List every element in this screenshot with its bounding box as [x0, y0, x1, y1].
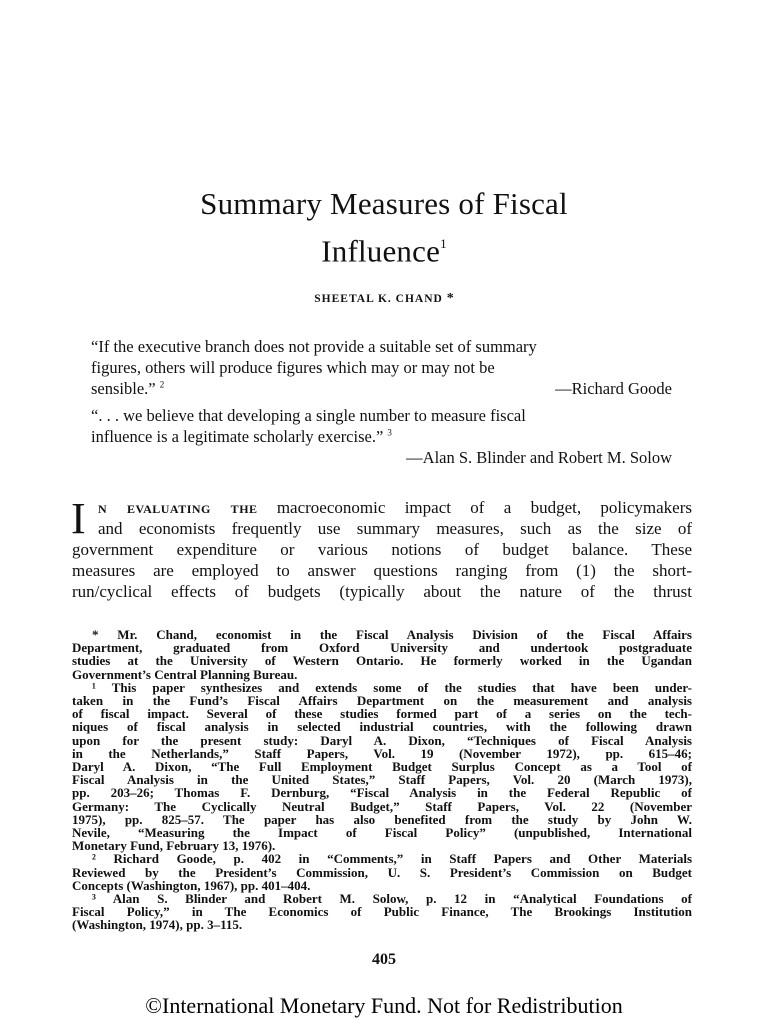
epigraph-attribution: —Richard Goode — [555, 379, 672, 398]
footnote-line: Department, graduated from Oxford University and undertook postgraduate — [72, 640, 692, 656]
footnote-line: 1975), pp. 825–57. The paper has also benefited from the study by John W. — [72, 811, 692, 827]
epigraph-goode — [91, 336, 672, 399]
footnote-line: upon for the present study: Daryl A. Dixon, “Techniques of Fiscal Analysis — [72, 732, 692, 748]
author-footnote-marker: * — [446, 291, 454, 306]
footnote-line: Fiscal Analysis in the United States,” Staff Papers, Vol. 20 (March 1973), — [72, 772, 692, 788]
title-line-2 — [0, 225, 768, 272]
epigraph-blinder-solow — [91, 405, 672, 468]
body-line-text: macroeconomic impact of a budget, policymakers — [257, 498, 692, 517]
epigraph-footnote-marker: 2 — [159, 379, 165, 390]
footnote-line: * Mr. Chand, economist in the Fiscal Analysis Division of the Fiscal Affairs — [92, 627, 692, 642]
footnote-line: pp. 203–26; Thomas F. Dernburg, “Fiscal Analysis in the Federal Republic of — [72, 785, 692, 801]
epigraph-line: “If the executive branch does not provide a suitable set of summary — [91, 337, 537, 356]
body-line: and economists frequently use summary measures, such as the size of — [98, 519, 692, 538]
title-footnote-marker: 1 — [440, 236, 447, 251]
epigraph-line: figures, others will produce figures which may or may not be — [91, 358, 495, 377]
footnote-line: Germany: The Cyclically Neutral Budget,” Staff Papers, Vol. 22 (November — [72, 798, 692, 814]
body-paragraph — [71, 494, 692, 602]
author-byline — [0, 291, 768, 307]
footnote-line: ² Richard Goode, p. 402 in “Comments,” in Staff Papers and Other Materials — [92, 851, 692, 867]
footnote-line: Monetary Fund, February 13, 1976). — [72, 838, 276, 854]
body-line — [72, 497, 692, 518]
title-line-2-text: Influence — [321, 233, 441, 269]
epigraph-line: “. . . we believe that developing a single number to measure fiscal — [91, 406, 526, 425]
epigraph-attribution: —Alan S. Blinder and Robert M. Solow — [406, 448, 672, 467]
title-line-1: Summary Measures of Fiscal — [200, 186, 568, 221]
body-line: government expenditure or various notions of budget balance. These — [72, 540, 692, 559]
lead-in-smallcaps: n evaluating the — [98, 498, 258, 517]
epigraph-line-end — [91, 378, 164, 399]
footnote-line: studies at the University of Western Ontario. He formerly worked in the Ugandan — [72, 653, 692, 669]
body-line: run/cyclical effects of budgets (typically about the nature of the thrust — [72, 582, 692, 601]
epigraph-footnote-marker: 3 — [387, 427, 392, 438]
footnote-line: Nevile, “Measuring the Impact of Fiscal Policy” (unpublished, International — [72, 825, 692, 841]
copyright-watermark: ©International Monetary Fund. Not for Redistribution — [145, 993, 623, 1018]
epigraph-line: influence is a legitimate scholarly exercise.” — [91, 427, 384, 446]
epigraph-last-row — [91, 378, 672, 399]
footnotes — [72, 628, 692, 932]
footnote-line: niques of fiscal analysis in selected industrial countries, with the following drawn — [72, 719, 692, 735]
footnote-line: Government’s Central Planning Bureau. — [72, 666, 298, 682]
footnote-line: of fiscal impact. Several of these studies formed part of a series on the tech- — [72, 706, 692, 722]
footnote-line: ³ Alan S. Blinder and Robert M. Solow, p. 12 in “Analytical Foundations of — [92, 891, 692, 907]
footnote-line: ¹ This paper synthesizes and extends some of the studies that have been under- — [92, 679, 692, 695]
footnote-line: taken in the Fund’s Fiscal Affairs Department on the measurement and analysis — [72, 693, 692, 709]
drop-cap: I — [71, 494, 86, 543]
footnote-line: Fiscal Policy,” in The Economics of Public Finance, The Brookings Institution — [72, 904, 692, 920]
epigraph-line-with-marker — [91, 426, 672, 447]
page-number: 405 — [372, 951, 396, 968]
footnote-line: in the Netherlands,” Staff Papers, Vol. 19 (November 1972), pp. 615–46; — [72, 745, 692, 761]
footnote-line: Concepts (Washington, 1967), pp. 401–404. — [72, 877, 311, 893]
footnote-line: (Washington, 1974), pp. 3–115. — [72, 917, 243, 933]
footnote-line: Daryl A. Dixon, “The Full Employment Budget Surplus Concept as a Tool of — [72, 759, 692, 775]
epigraph-line: sensible.” — [91, 379, 156, 398]
footnote-line: Reviewed by the President’s Commission, U. S. President’s Commission on Budget — [72, 864, 692, 880]
body-line: measures are employed to answer questions ranging from (1) the short- — [72, 561, 692, 580]
article-title — [0, 183, 768, 272]
author-name: SHEETAL K. CHAND — [314, 293, 443, 305]
